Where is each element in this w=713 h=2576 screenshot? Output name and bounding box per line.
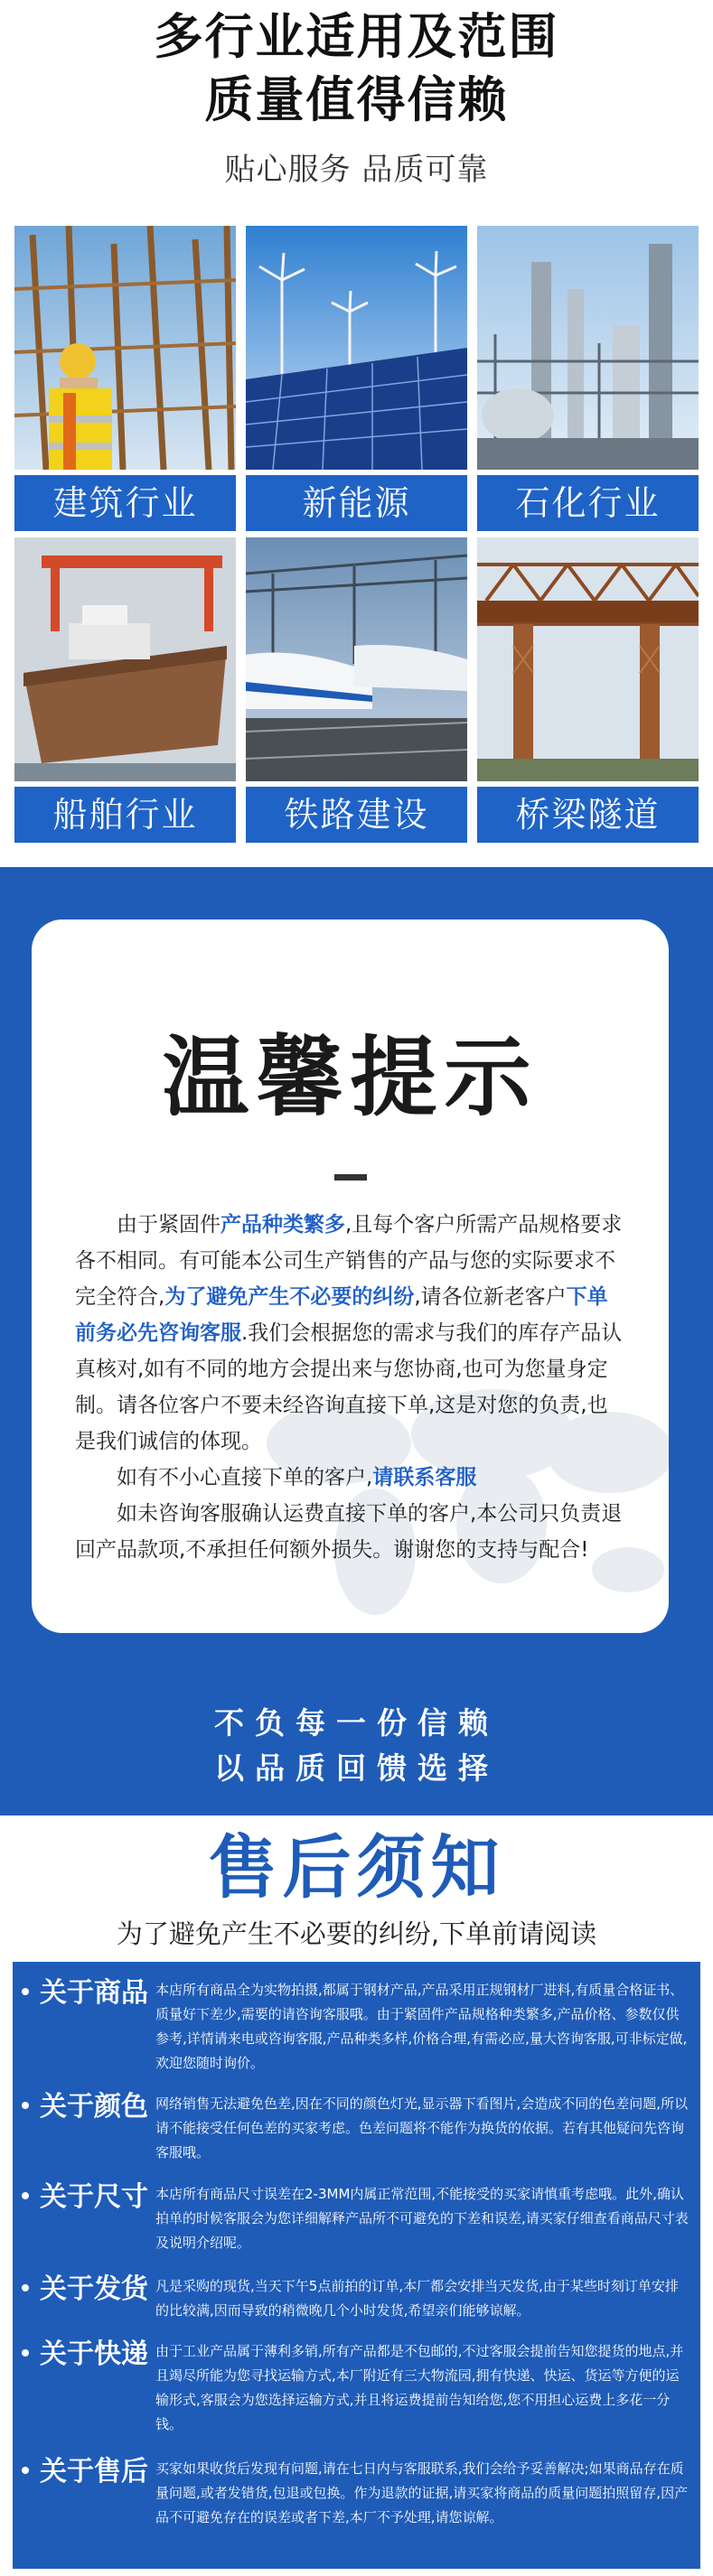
bridge-construction-image — [477, 537, 699, 781]
industry-tile-railway — [246, 537, 467, 843]
slogan-line-1: 不负每一份信赖 — [214, 1705, 499, 1741]
header-title-line2: 质量值得信赖 — [204, 71, 509, 128]
contact-service-link[interactable]: 请联系客服 — [372, 1466, 477, 1489]
tips-title: 温馨提示 — [162, 1027, 539, 1128]
after-sale-item-label: 关于尺寸 — [40, 2181, 148, 2213]
tips-text: ,请各位新老客户 — [414, 1285, 567, 1309]
industry-label: 建筑行业 — [14, 475, 236, 531]
tips-text: 如有不小心直接下单的客户, — [117, 1466, 373, 1489]
after-sale-subtitle: 为了避免产生不必要的纠纷,下单前请阅读 — [116, 1918, 597, 1949]
industry-tile-petrochemical — [477, 226, 699, 531]
industry-tile-construction — [14, 226, 236, 531]
after-sale-item-text: 本店所有商品尺寸误差在2-3MM内属正常范围,不能接受的买家请慎重考虑哦。此外,确认拍单的时候客服会为您详细解释产品所不可避免的下差和误差,请买家仔细查看商品尺寸表及说明介绍呢。 — [155, 2186, 689, 2251]
tips-paragraph-3: 如未咨询客服确认运费直接下单的客户,本公司只负责退回产品款项,不承担任何额外损失。谢谢您的支持与配合! — [75, 1502, 623, 1562]
wind-solar-image — [246, 226, 467, 470]
after-sale-item-text: 凡是采购的现货,当天下午5点前拍的订单,本厂都会安排当天发货,由于某些时刻订单安排的比较满,因而导致的稍微晚几个小时发货,希望亲们能够谅解。 — [155, 2278, 679, 2319]
divider — [334, 1174, 367, 1181]
after-sale-item-label: 关于售后 — [40, 2456, 148, 2487]
after-sale-item-head — [22, 2179, 166, 2217]
after-sale-item-text: 网络销售无法避免色差,因在不同的颜色灯光,显示器下看图片,会造成不同的色差问题,所以请不能接受任何色差的买家考虑。色差问题将不能作为换货的依据。若有其他疑问先咨询客服哦。 — [155, 2095, 689, 2161]
after-sale-panel — [13, 1962, 700, 2569]
after-sale-item-text: 本店所有商品全为实物拍摄,都属于钢材产品,产品采用正规钢材厂进料,有质量合格证书、质量好下差少,需要的请咨询客服哦。由于紧固件产品规格种类繁多,产品价格、参数仅供参考,详情请来电或咨询客服,产品种类多样,价格合理,有需必应,量大咨询客服,可非标定做,欢迎您随时询价。 — [155, 1982, 688, 2071]
shipyard-image — [14, 537, 236, 781]
tips-highlight: 下单前务必先咨询客服 — [75, 1285, 608, 1345]
after-sale-item-head — [22, 2088, 166, 2126]
high-speed-rail-image — [246, 537, 467, 781]
after-sale-item-text: 买家如果收货后发现有问题,请在七日内与客服联系,我们会给予妥善解决;如果商品存在质量问题,或者发错货,包退或包换。作为退款的证据,请买家将商品的质量问题拍照留存,因产品不可避免存在的误差或者下差,本厂不予处理,请您谅解。 — [155, 2460, 689, 2525]
petrochemical-plant-image — [477, 226, 699, 470]
after-sale-item-text: 由于工业产品属于薄利多销,所有产品都是不包邮的,不过客服会提前告知您提货的地点,并且竭尽所能为您寻找运输方式,本厂附近有三大物流园,拥有快递、快运、货运等方便的运输形式,客服会为您选择运输方式,并且将运费提前告知给您,您不用担心运费上多花一分钱。 — [155, 2343, 684, 2432]
industry-tile-shipbuilding — [14, 537, 236, 843]
after-sale-item-label: 关于商品 — [40, 1977, 148, 2009]
construction-worker-image — [14, 226, 236, 470]
industry-grid — [0, 226, 713, 858]
tips-text: .我们会根据您的需求与我们的库存产品认真核对,如有不同的地方会提出来与您协商,也可为您量身定制。请各位客户不要未经咨询直接下单,这是对您的负责,也是我们诚信的体现。 — [75, 1321, 623, 1453]
industry-label: 铁路建设 — [246, 787, 467, 843]
after-sale-item-head — [22, 2336, 166, 2374]
tips-text: 由于紧固件 — [117, 1213, 220, 1237]
bullet-icon — [22, 1988, 29, 1995]
bullet-icon — [22, 2467, 29, 2474]
header-title-line1: 多行业适用及范围 — [154, 8, 559, 65]
after-sale-item-label: 关于颜色 — [40, 2091, 148, 2123]
industry-tile-bridge — [477, 537, 699, 843]
industry-label: 石化行业 — [477, 475, 699, 531]
industry-label: 桥梁隧道 — [477, 787, 699, 843]
industry-tile-new-energy — [246, 226, 467, 531]
after-sale-item-head — [22, 2453, 166, 2491]
tips-section — [0, 867, 713, 1815]
bullet-icon — [22, 2102, 29, 2109]
tips-body — [75, 1207, 628, 1568]
after-sale-item-label: 关于快递 — [40, 2338, 148, 2370]
slogan-line-2: 以品质回馈选择 — [214, 1750, 499, 1786]
tips-highlight: 为了避免产生不必要的纠纷 — [164, 1285, 415, 1309]
tips-card — [32, 919, 669, 1633]
after-sale-item-label: 关于发货 — [40, 2273, 148, 2305]
bullet-icon — [22, 2284, 29, 2291]
tips-highlight: 产品种类繁多 — [220, 1213, 345, 1237]
tips-paragraph-1 — [75, 1207, 628, 1460]
after-sale-item-head — [22, 2271, 166, 2309]
after-sale-item-head — [22, 1974, 166, 2012]
after-sale-title: 售后须知 — [208, 1827, 505, 1908]
industry-label: 船舶行业 — [14, 787, 236, 843]
header-subtitle: 贴心服务 品质可靠 — [224, 152, 489, 188]
header-banner — [0, 0, 713, 217]
bullet-icon — [22, 2192, 29, 2199]
industry-label: 新能源 — [246, 475, 467, 531]
tips-text: ,且每个客户所需产品规格要求各不相同。有可能本公司生产销售的产品与您的实际要求不完全符合, — [75, 1213, 623, 1309]
tips-paragraph-2 — [75, 1460, 628, 1496]
bullet-icon — [22, 2349, 29, 2357]
